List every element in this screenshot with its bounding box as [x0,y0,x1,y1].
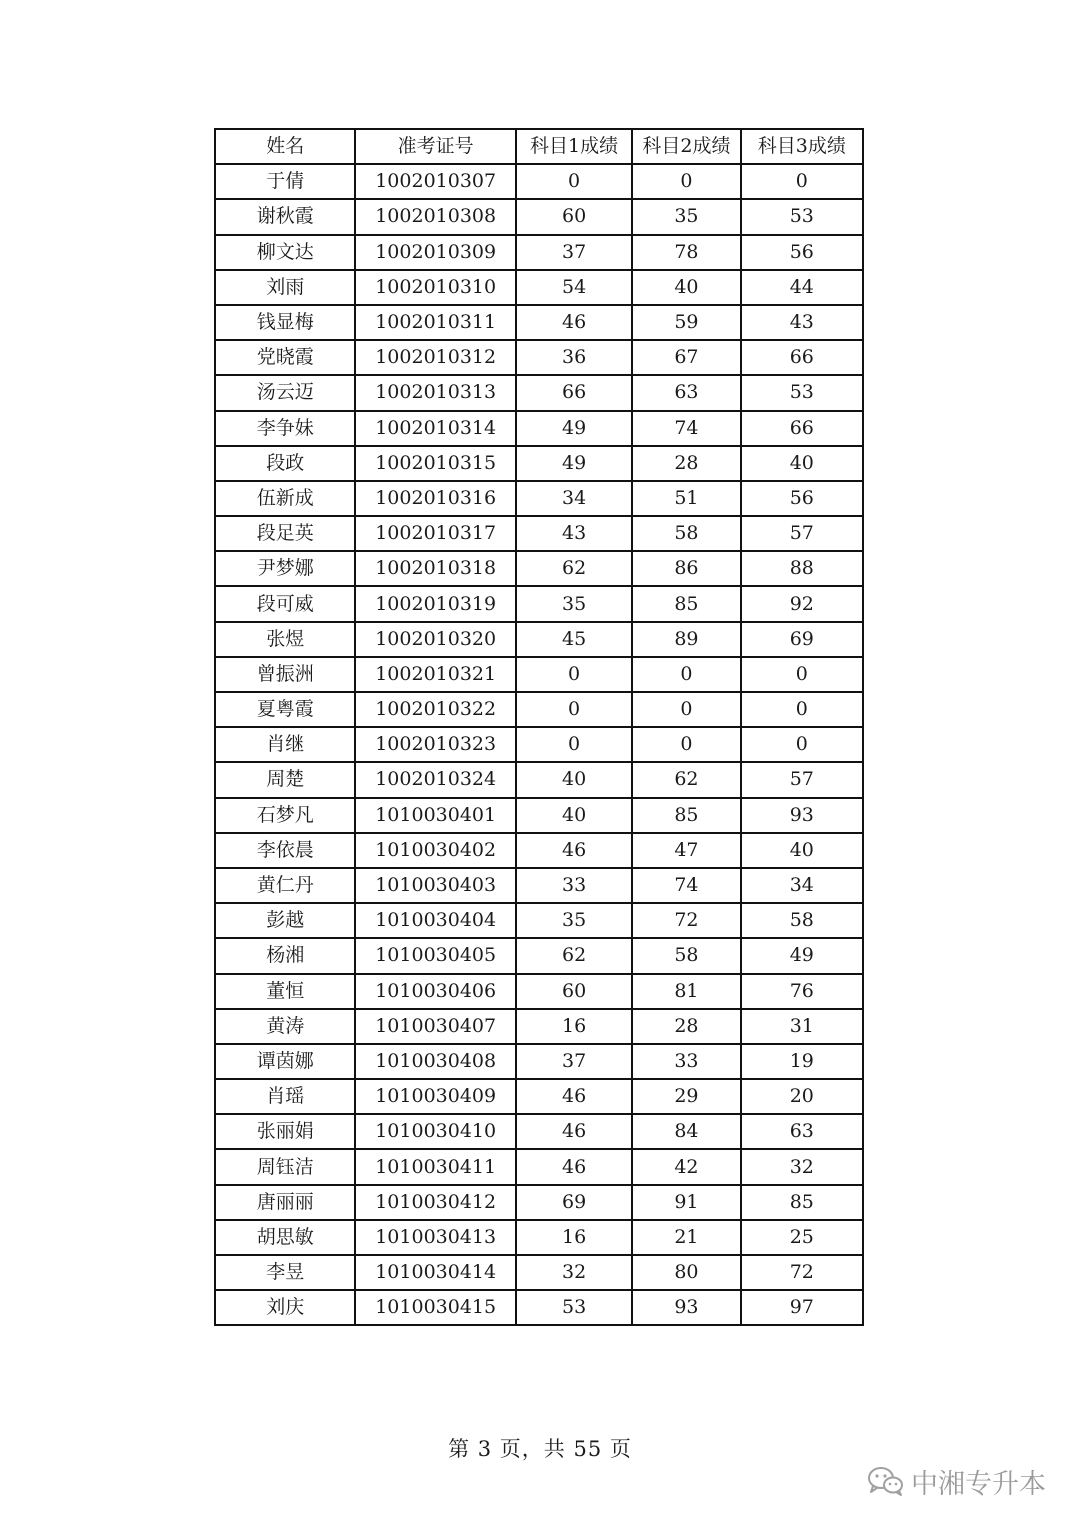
score-3-cell: 85 [741,1185,863,1220]
table-row [215,1009,863,1044]
name-cell: 党晓霞 [215,340,355,375]
exam-id-cell: 1010030413 [355,1220,515,1255]
score-2-cell: 78 [632,235,740,270]
name-cell: 唐丽丽 [215,1185,355,1220]
table-row [215,1114,863,1149]
score-1-cell: 0 [516,727,632,762]
table-row [215,1149,863,1184]
score-3-cell: 49 [741,938,863,973]
score-1-cell: 0 [516,164,632,199]
name-cell: 黄仁丹 [215,868,355,903]
page-footer [0,1433,1080,1463]
score-1-cell: 46 [516,305,632,340]
score-2-cell: 28 [632,1009,740,1044]
score-2-cell: 0 [632,692,740,727]
score-1-cell: 69 [516,1185,632,1220]
table-row [215,586,863,621]
name-cell: 曾振洲 [215,657,355,692]
name-cell: 董恒 [215,974,355,1009]
name-cell: 钱显梅 [215,305,355,340]
score-table [214,128,864,1326]
score-3-cell: 58 [741,903,863,938]
name-cell: 谭茵娜 [215,1044,355,1079]
score-2-cell: 51 [632,481,740,516]
name-cell: 谢秋霞 [215,199,355,234]
exam-id-cell: 1010030401 [355,798,515,833]
score-2-cell: 28 [632,446,740,481]
exam-id-cell: 1010030406 [355,974,515,1009]
exam-id-cell: 1002010317 [355,516,515,551]
score-2-cell: 59 [632,305,740,340]
name-cell: 彭越 [215,903,355,938]
score-2-cell: 0 [632,727,740,762]
name-cell: 尹梦娜 [215,551,355,586]
score-2-cell: 63 [632,375,740,410]
score-2-cell: 85 [632,798,740,833]
score-2-cell: 58 [632,516,740,551]
score-1-cell: 60 [516,974,632,1009]
score-3-cell: 53 [741,375,863,410]
exam-id-cell: 1002010309 [355,235,515,270]
score-3-cell: 0 [741,657,863,692]
score-1-cell: 54 [516,270,632,305]
table-row [215,446,863,481]
score-1-cell: 40 [516,798,632,833]
score-3-cell: 0 [741,164,863,199]
score-2-cell: 33 [632,1044,740,1079]
score-3-cell: 72 [741,1255,863,1290]
name-cell: 段可威 [215,586,355,621]
score-1-cell: 46 [516,1149,632,1184]
score-3-cell: 32 [741,1149,863,1184]
table-row [215,1290,863,1325]
table-row [215,340,863,375]
score-3-cell: 0 [741,692,863,727]
table-row [215,164,863,199]
exam-id-cell: 1002010316 [355,481,515,516]
score-1-cell: 35 [516,586,632,621]
table-row [215,1044,863,1079]
exam-id-cell: 1010030405 [355,938,515,973]
name-cell: 肖瑶 [215,1079,355,1114]
table-row [215,762,863,797]
score-1-cell: 33 [516,868,632,903]
table-row [215,1079,863,1114]
table-row [215,833,863,868]
score-2-cell: 67 [632,340,740,375]
score-2-cell: 29 [632,1079,740,1114]
score-1-cell: 16 [516,1009,632,1044]
score-1-cell: 53 [516,1290,632,1325]
score-3-cell: 53 [741,199,863,234]
table-row [215,1220,863,1255]
table-row [215,974,863,1009]
header-score-1: 科目1成绩 [516,129,632,164]
exam-id-cell: 1002010320 [355,622,515,657]
header-name: 姓名 [215,129,355,164]
name-cell: 李依晨 [215,833,355,868]
table-row [215,516,863,551]
score-2-cell: 21 [632,1220,740,1255]
exam-id-cell: 1002010315 [355,446,515,481]
score-3-cell: 44 [741,270,863,305]
score-1-cell: 62 [516,938,632,973]
name-cell: 刘雨 [215,270,355,305]
score-3-cell: 93 [741,798,863,833]
score-2-cell: 74 [632,868,740,903]
name-cell: 夏粤霞 [215,692,355,727]
table-row [215,305,863,340]
name-cell: 伍新成 [215,481,355,516]
table-header [215,129,863,164]
exam-id-cell: 1002010313 [355,375,515,410]
table-row [215,938,863,973]
score-1-cell: 46 [516,1079,632,1114]
exam-id-cell: 1010030408 [355,1044,515,1079]
header-score-2: 科目2成绩 [632,129,740,164]
score-2-cell: 0 [632,164,740,199]
name-cell: 柳文达 [215,235,355,270]
score-2-cell: 74 [632,411,740,446]
score-3-cell: 92 [741,586,863,621]
exam-id-cell: 1002010322 [355,692,515,727]
exam-id-cell: 1010030409 [355,1079,515,1114]
table-row [215,727,863,762]
score-1-cell: 40 [516,762,632,797]
score-3-cell: 56 [741,235,863,270]
exam-id-cell: 1010030414 [355,1255,515,1290]
name-cell: 汤云迈 [215,375,355,410]
exam-id-cell: 1010030410 [355,1114,515,1149]
watermark-text: 中湘专升本 [911,1468,1046,1500]
score-1-cell: 62 [516,551,632,586]
exam-id-cell: 1002010307 [355,164,515,199]
table-row [215,903,863,938]
score-2-cell: 35 [632,199,740,234]
name-cell: 刘庆 [215,1290,355,1325]
exam-id-cell: 1002010324 [355,762,515,797]
table-row [215,1255,863,1290]
score-2-cell: 58 [632,938,740,973]
name-cell: 黄涛 [215,1009,355,1044]
score-3-cell: 25 [741,1220,863,1255]
table-row [215,375,863,410]
score-3-cell: 34 [741,868,863,903]
table-body [215,164,863,1325]
score-2-cell: 93 [632,1290,740,1325]
table-row [215,1185,863,1220]
page-number-text: 第 3 页，共 55 页 [448,1437,632,1461]
table-row [215,868,863,903]
score-1-cell: 37 [516,235,632,270]
score-1-cell: 0 [516,657,632,692]
header-exam-id: 准考证号 [355,129,515,164]
table-row [215,551,863,586]
score-2-cell: 0 [632,657,740,692]
wechat-icon [867,1465,905,1497]
name-cell: 李争妹 [215,411,355,446]
score-3-cell: 57 [741,762,863,797]
name-cell: 胡思敏 [215,1220,355,1255]
exam-id-cell: 1002010314 [355,411,515,446]
score-1-cell: 16 [516,1220,632,1255]
name-cell: 段足英 [215,516,355,551]
exam-id-cell: 1010030402 [355,833,515,868]
score-3-cell: 66 [741,411,863,446]
table-row [215,622,863,657]
table-row [215,481,863,516]
name-cell: 张丽娟 [215,1114,355,1149]
score-3-cell: 63 [741,1114,863,1149]
name-cell: 李昱 [215,1255,355,1290]
score-1-cell: 0 [516,692,632,727]
exam-id-cell: 1002010319 [355,586,515,621]
table-row [215,270,863,305]
name-cell: 于倩 [215,164,355,199]
exam-id-cell: 1002010323 [355,727,515,762]
score-3-cell: 43 [741,305,863,340]
score-2-cell: 40 [632,270,740,305]
exam-id-cell: 1010030412 [355,1185,515,1220]
exam-id-cell: 1002010321 [355,657,515,692]
score-3-cell: 57 [741,516,863,551]
exam-id-cell: 1010030411 [355,1149,515,1184]
score-3-cell: 40 [741,446,863,481]
score-3-cell: 20 [741,1079,863,1114]
score-3-cell: 40 [741,833,863,868]
score-1-cell: 32 [516,1255,632,1290]
exam-id-cell: 1002010312 [355,340,515,375]
name-cell: 段政 [215,446,355,481]
name-cell: 杨湘 [215,938,355,973]
score-3-cell: 56 [741,481,863,516]
table-row [215,411,863,446]
score-2-cell: 47 [632,833,740,868]
exam-id-cell: 1002010318 [355,551,515,586]
table-row [215,199,863,234]
score-1-cell: 45 [516,622,632,657]
score-2-cell: 89 [632,622,740,657]
exam-id-cell: 1002010310 [355,270,515,305]
exam-id-cell: 1010030403 [355,868,515,903]
exam-id-cell: 1002010311 [355,305,515,340]
score-2-cell: 85 [632,586,740,621]
score-2-cell: 86 [632,551,740,586]
score-2-cell: 62 [632,762,740,797]
score-2-cell: 42 [632,1149,740,1184]
score-1-cell: 37 [516,1044,632,1079]
name-cell: 周钰洁 [215,1149,355,1184]
score-1-cell: 46 [516,833,632,868]
score-3-cell: 76 [741,974,863,1009]
exam-id-cell: 1010030415 [355,1290,515,1325]
table-row [215,692,863,727]
name-cell: 张煜 [215,622,355,657]
name-cell: 肖继 [215,727,355,762]
score-3-cell: 31 [741,1009,863,1044]
exam-id-cell: 1002010308 [355,199,515,234]
score-1-cell: 60 [516,199,632,234]
score-3-cell: 88 [741,551,863,586]
score-3-cell: 0 [741,727,863,762]
score-3-cell: 19 [741,1044,863,1079]
name-cell: 石梦凡 [215,798,355,833]
score-1-cell: 49 [516,446,632,481]
watermark [867,1461,1046,1501]
table-row [215,235,863,270]
header-row [215,129,863,164]
score-1-cell: 49 [516,411,632,446]
score-1-cell: 43 [516,516,632,551]
score-2-cell: 72 [632,903,740,938]
score-2-cell: 91 [632,1185,740,1220]
table-row [215,798,863,833]
score-1-cell: 46 [516,1114,632,1149]
score-1-cell: 36 [516,340,632,375]
name-cell: 周楚 [215,762,355,797]
score-3-cell: 66 [741,340,863,375]
score-1-cell: 66 [516,375,632,410]
score-3-cell: 69 [741,622,863,657]
score-2-cell: 81 [632,974,740,1009]
table-row [215,657,863,692]
score-2-cell: 80 [632,1255,740,1290]
exam-id-cell: 1010030407 [355,1009,515,1044]
score-1-cell: 35 [516,903,632,938]
header-score-3: 科目3成绩 [741,129,863,164]
exam-id-cell: 1010030404 [355,903,515,938]
score-1-cell: 34 [516,481,632,516]
score-3-cell: 97 [741,1290,863,1325]
score-2-cell: 84 [632,1114,740,1149]
